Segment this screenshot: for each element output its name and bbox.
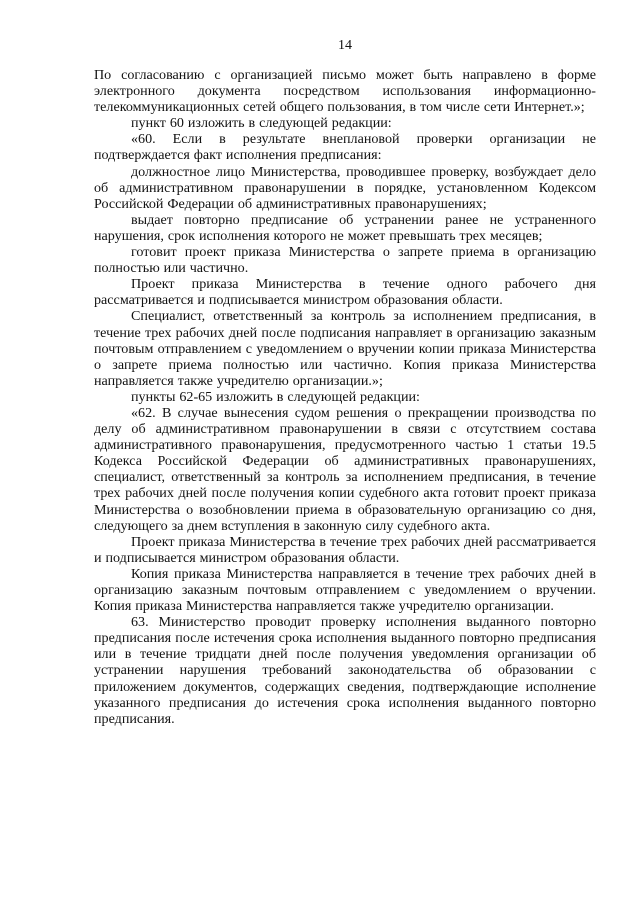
document-page (94, 0, 596, 905)
paragraph-item-63: 63. Министерство проводит проверку исполнения выданного повторно предписания после истечения срока исполнения выданного повторно предписания или в течение тридцати дней после получения уведомления организации об устранении нарушения требований законодательства об образовании с приложением документов, содержащих сведения, подтверждающие исполнение указанного предписания до истечения срока исполнения выданного повторно предписания. (94, 614, 596, 727)
paragraph-order-signing: Проект приказа Министерства в течение одного рабочего дня рассматривается и подписывается министром образования области. (94, 276, 596, 309)
page-number: 14 (338, 38, 352, 53)
paragraph-order-signing-three-days: Проект приказа Министерства в течение трех рабочих дней рассматривается и подписывается министром образования области. (94, 533, 596, 566)
document-body (94, 67, 596, 727)
paragraph-order-copy-sent: Копия приказа Министерства направляется в течение трех рабочих дней в организацию заказным почтовым отправлением с уведомлением о вручении. Копия приказа Министерства направляется также учредителю организации. (94, 565, 596, 615)
paragraph-specialist-sends-copy: Специалист, ответственный за контроль за исполнением предписания, в течение трех рабочих дней после подписания направляет в организацию заказным почтовым отправлением с уведомлением о вручении копии приказа Министерства о запрете приема полностью или частично. Копия приказа Министерства направляется также учредителю организации.»; (94, 308, 596, 389)
paragraph-official-initiates-case: должностное лицо Министерства, проводившее проверку, возбуждает дело об административном правонарушении в порядке, установленном Кодексом Российской Федерации об административных правонарушениях; (94, 163, 596, 212)
paragraph-item-62: «62. В случае вынесения судом решения о прекращении производства по делу об административном правонарушении в связи с отсутствием состава административного правонарушения, предусмотренного частью 1 статьи 19.5 Кодекса Российской Федерации об административных правонарушениях, специалист, ответственный за контроль за исполнением предписания, в течение трех рабочих дней после получения копии судебного акта готовит проект приказа Министерства о возобновлении приема в образовательную организацию со дня, следующего за днем вступления в законную силу судебного акта. (94, 404, 596, 534)
paragraph-item-60-instruction: пункт 60 изложить в следующей редакции: (131, 115, 392, 132)
paragraph-email-notice: По согласованию с организацией письмо может быть направлено в форме электронного документа посредством использования информационно-телекоммуникационных сетей общего пользования, в том числе сети Интернет.»; (94, 67, 596, 116)
paragraph-items-62-65-instruction: пункты 62-65 изложить в следующей редакции: (131, 388, 420, 405)
paragraph-repeat-order: выдает повторно предписание об устранении ранее не устраненного нарушения, срок исполнения которого не может превышать трех месяцев; (94, 211, 596, 244)
paragraph-item-60: «60. Если в результате внеплановой проверки организации не подтверждается факт исполнения предписания: (94, 131, 596, 164)
paragraph-draft-ban-order: готовит проект приказа Министерства о запрете приема в организацию полностью или частично. (94, 244, 596, 277)
